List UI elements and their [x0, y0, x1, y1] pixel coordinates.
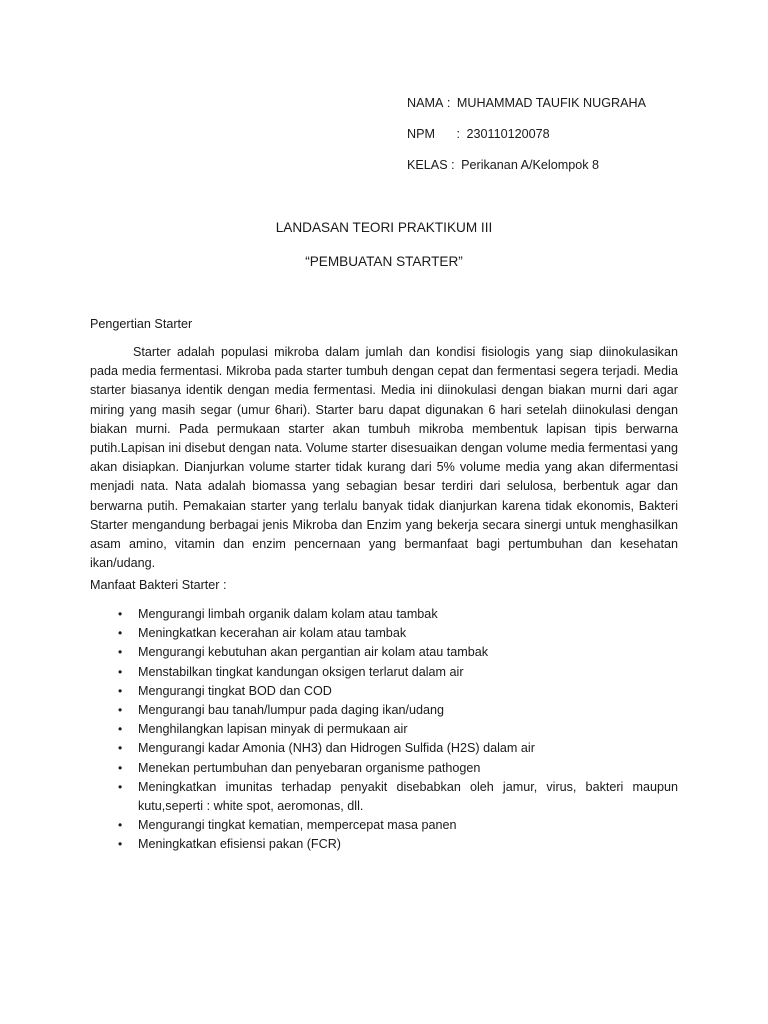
benefit-list-item — [90, 739, 678, 758]
name-separator: : — [446, 96, 451, 110]
benefit-list-item — [90, 682, 678, 701]
section-heading-pengertian: Pengertian Starter — [90, 317, 193, 331]
identity-block — [407, 94, 747, 187]
bullet-icon: • — [118, 626, 123, 641]
benefit-list-item — [90, 605, 678, 624]
benefit-list-item — [90, 643, 678, 662]
benefit-list-item — [90, 816, 678, 835]
bullet-icon: • — [118, 607, 123, 621]
benefit-text: Menghilangkan lapisan minyak di permukaan air — [138, 722, 408, 737]
bullet-icon: • — [118, 703, 123, 718]
benefit-list-item — [90, 778, 678, 816]
bullet-icon: • — [118, 779, 123, 794]
benefit-text: Mengurangi kadar Amonia (NH3) dan Hidrogen Sulfida (H2S) dalam air — [138, 741, 535, 756]
benefit-list — [90, 605, 678, 855]
bullet-icon: • — [118, 760, 123, 775]
benefit-text: Menstabilkan tingkat kandungan oksigen terlarut dalam air — [138, 664, 464, 679]
kelas-separator: : — [451, 158, 455, 172]
bullet-icon: • — [118, 837, 123, 852]
kelas-value: Perikanan A/Kelompok 8 — [461, 158, 600, 172]
benefit-list-item — [90, 759, 678, 778]
benefit-list-item — [90, 720, 678, 739]
benefit-text: Mengurangi bau tanah/lumpur pada daging ikan/udang — [138, 703, 444, 718]
benefit-text: Menekan pertumbuhan dan penyebaran organisme pathogen — [138, 760, 481, 775]
bullet-icon: • — [118, 722, 123, 737]
benefit-text: Mengurangi limbah organik dalam kolam atau tambak — [138, 607, 438, 621]
benefit-text: Mengurangi tingkat kematian, mempercepat masa panen — [138, 818, 457, 833]
npm-row — [407, 125, 747, 156]
benefit-text: Mengurangi kebutuhan akan pergantian air kolam atau tambak — [138, 645, 489, 660]
bullet-icon: • — [118, 741, 123, 756]
section-heading-manfaat: Manfaat Bakteri Starter : — [90, 578, 227, 592]
npm-label: NPM — [407, 127, 435, 141]
pengertian-paragraph: Starter adalah populasi mikroba dalam jumlah dan kondisi fisiologis yang siap diinokulasikan pada media fermentasi. Mikroba pada starter tumbuh dengan cepat dan fermentasi segera terjadi. Media starter biasanya identik dengan media fermentasi. Media ini diinokulasi dengan biakan murni dari agar miring yang masih segar (umur 6hari). Starter baru dapat digunakan 6 hari setelah diinokulasi dengan biakan murni. Pada permukaan starter akan tumbuh mikroba membentuk lapisan tipis berwarna putih.Lapisan ini disebut dengan nata. Volume starter disesuaikan dengan volume media fermentasi yang akan disiapkan. Dianjurkan volume starter tidak kurang dari 5% volume media yang akan difermentasi menjadi nata. Nata adalah biomassa yang sebagian besar terdiri dari selulosa, berbentuk agar dan berwarna putih. Pemakaian starter yang terlalu banyak tidak dianjurkan karena tidak ekonomis, Bakteri Starter mengandung berbagai jenis Mikroba dan Enzim yang bekerja secara sinergi untuk menghasilkan asam amino, vitamin dan enzim pencernaan yang bermanfaat bagi pertumbuhan dan kesehatan ikan/udang. — [90, 345, 678, 571]
benefit-text: Mengurangi tingkat BOD dan COD — [138, 683, 332, 698]
benefit-list-item — [90, 624, 678, 643]
npm-value: 230110120078 — [466, 127, 550, 141]
benefit-text: Meningkatkan imunitas terhadap penyakit disebabkan oleh jamur, virus, bakteri maupun kutu,seperti : white spot, aeromonas, dll. — [138, 779, 678, 814]
benefit-list-item — [90, 663, 678, 682]
name-value: MUHAMMAD TAUFIK NUGRAHA — [456, 96, 647, 110]
bullet-icon: • — [118, 664, 123, 679]
bullet-icon: • — [118, 645, 123, 660]
benefit-list-item — [90, 701, 678, 720]
bullet-icon: • — [118, 683, 123, 698]
name-label: NAMA — [407, 96, 444, 110]
kelas-row — [407, 156, 747, 187]
name-row — [407, 94, 747, 125]
bullet-icon: • — [118, 818, 123, 833]
benefit-list-item — [90, 835, 678, 854]
benefit-text: Meningkatkan kecerahan air kolam atau tambak — [138, 626, 407, 641]
benefit-text: Meningkatkan efisiensi pakan (FCR) — [138, 837, 341, 852]
npm-separator: : — [456, 127, 460, 141]
kelas-label: KELAS — [407, 158, 448, 172]
document-subtitle: “PEMBUATAN STARTER” — [305, 254, 463, 269]
document-title: LANDASAN TEORI PRAKTIKUM III — [275, 220, 493, 235]
